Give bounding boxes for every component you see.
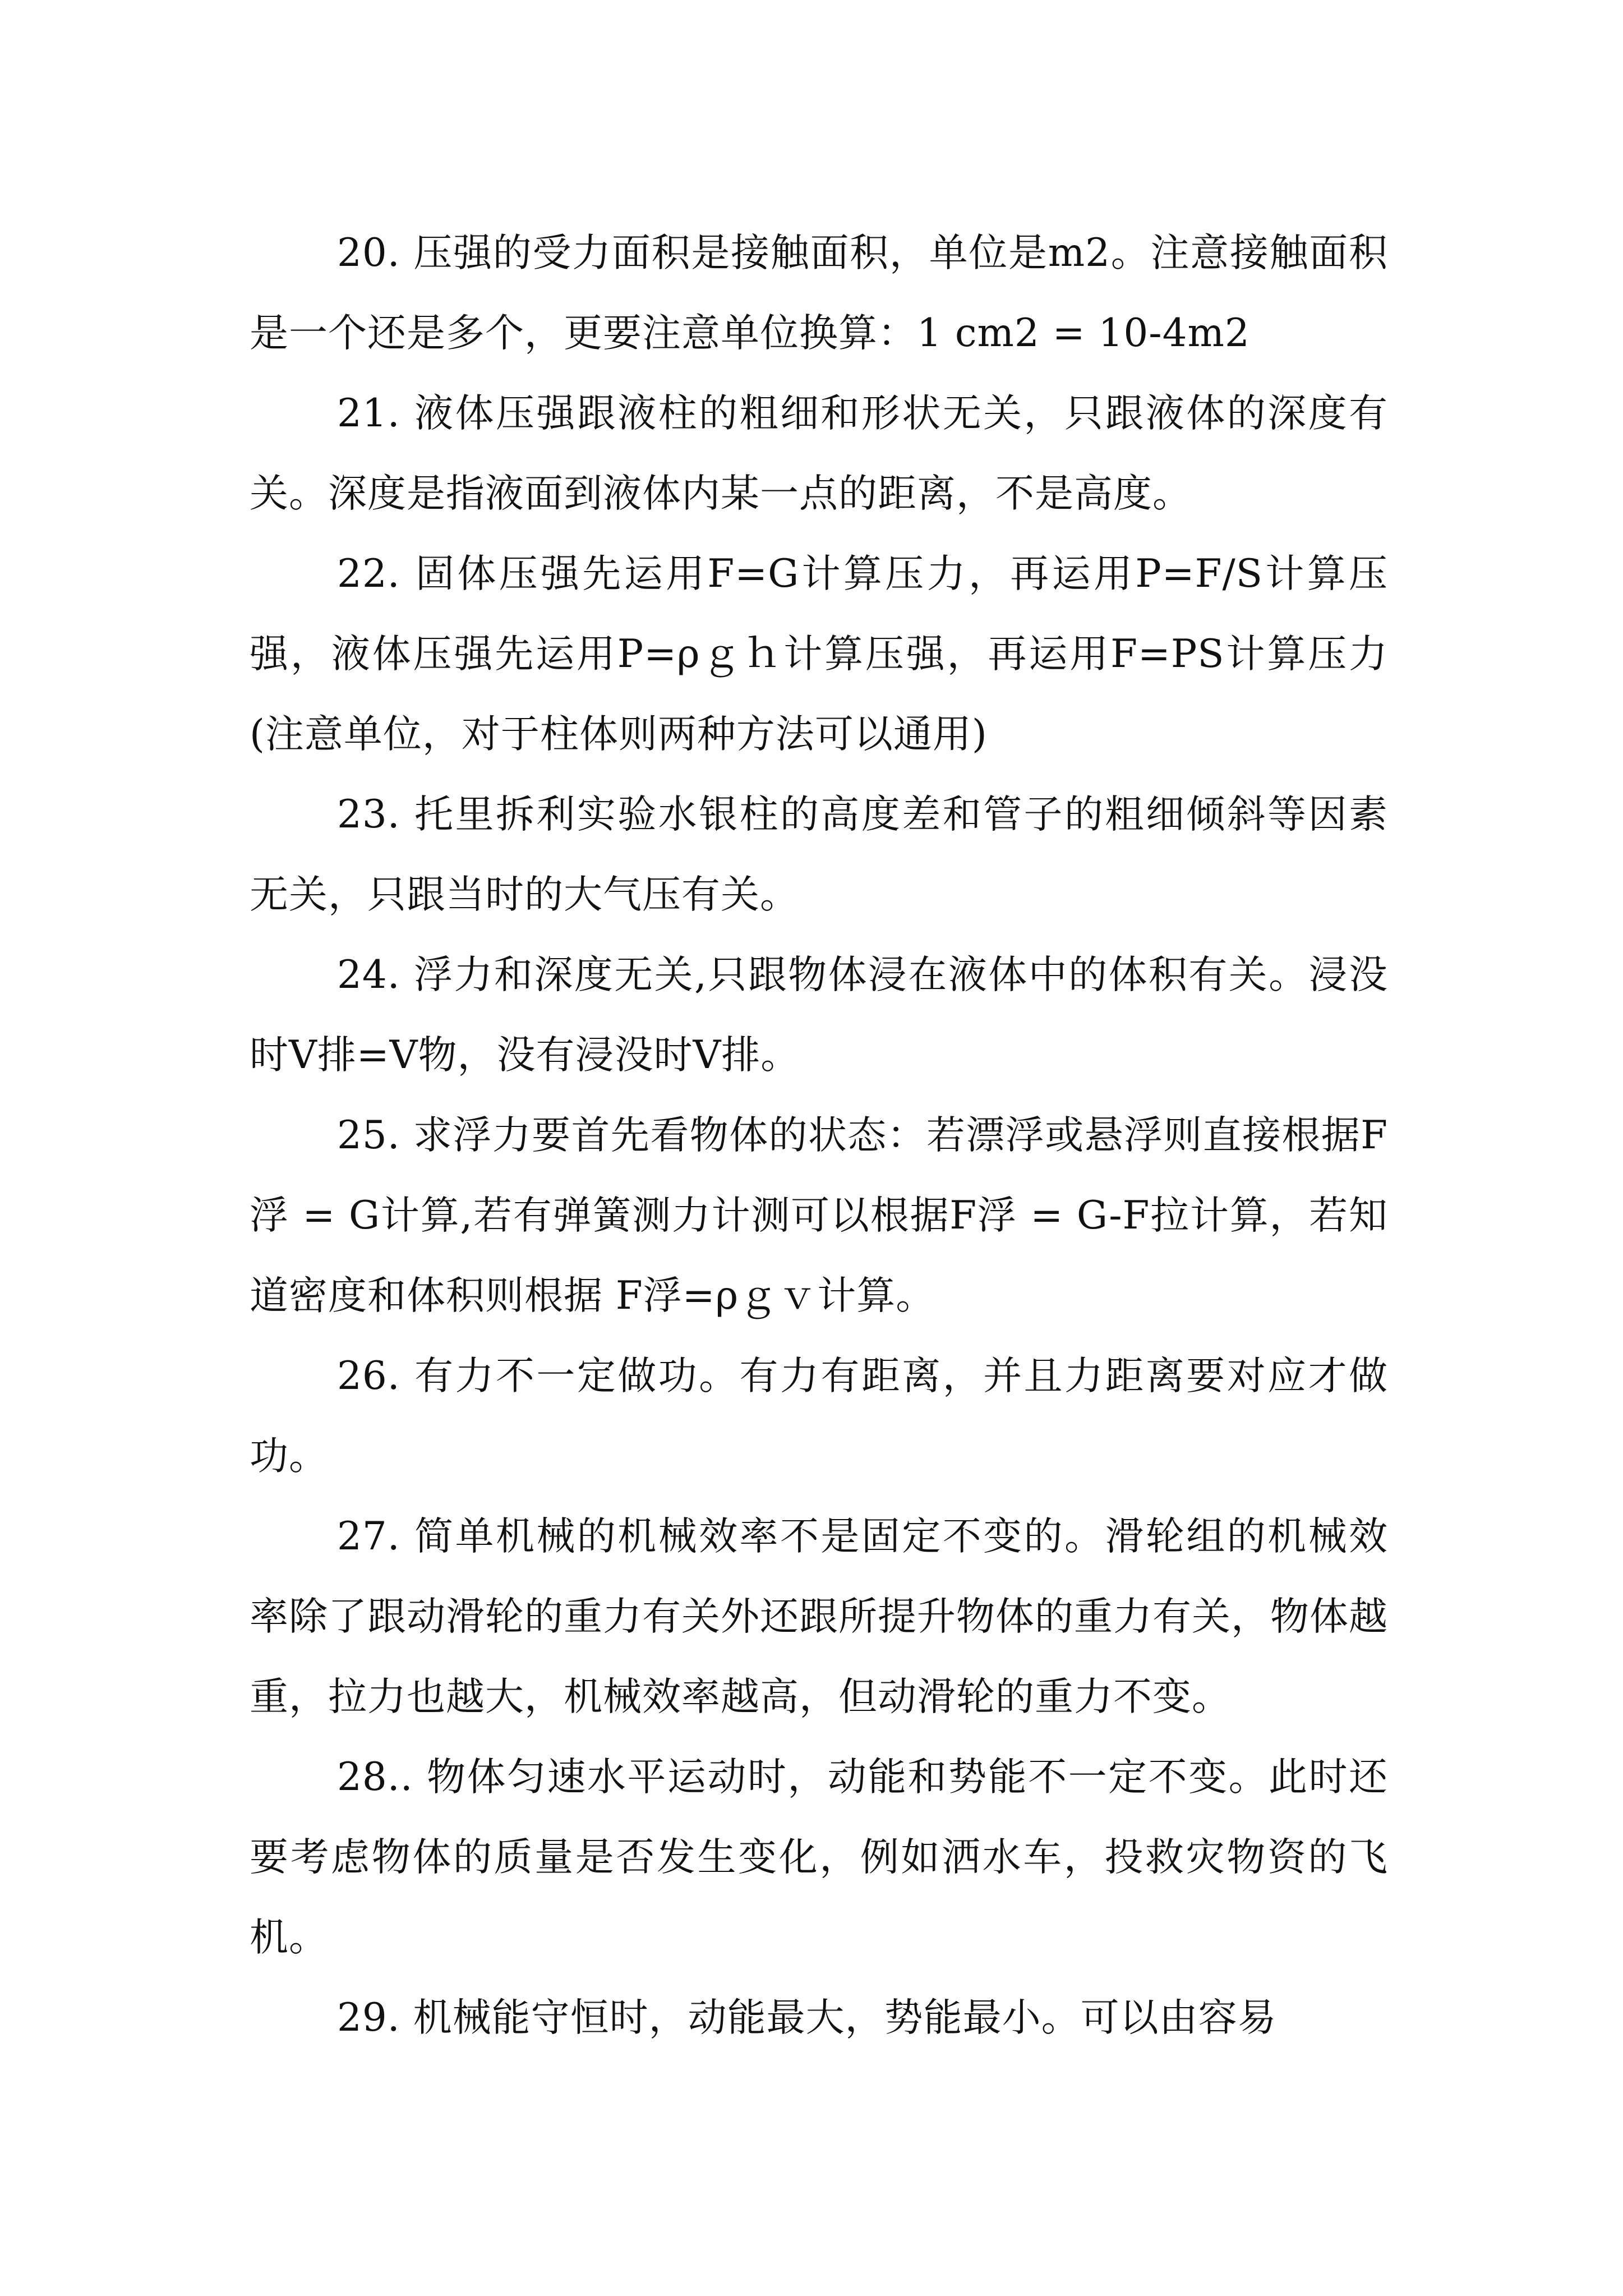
paragraph-21: 21. 液体压强跟液柱的粗细和形状无关，只跟液体的深度有关。深度是指液面到液体内某一点的距离，不是高度。 (250, 391, 1388, 516)
paragraph-24: 24. 浮力和深度无关,只跟物体浸在液体中的体积有关。浸没时V排=V物，没有浸没时V排。 (250, 953, 1388, 1078)
paragraph-25: 25. 求浮力要首先看物体的状态：若漂浮或悬浮则直接根据F浮 = G计算,若有弹簧测力计测可以根据F浮 = G-F拉计算，若知道密度和体积则根据 F浮=ρｇｖ计算。 (250, 1113, 1388, 1318)
paragraph-23: 23. 托里拆利实验水银柱的高度差和管子的粗细倾斜等因素无关，只跟当时的大气压有关。 (250, 792, 1388, 917)
paragraph-28: 28.. 物体匀速水平运动时，动能和势能不一定不变。此时还要考虑物体的质量是否发生变化，例如洒水车，投救灾物资的飞机。 (250, 1755, 1388, 1960)
paragraph-22: 22. 固体压强先运用F=G计算压力，再运用P=F/S计算压强，液体压强先运用P=ρｇｈ计算压强，再运用F=PS计算压力(注意单位，对于柱体则两种方法可以通用) (250, 551, 1388, 757)
paragraph-27: 27. 简单机械的机械效率不是固定不变的。滑轮组的机械效率除了跟动滑轮的重力有关外还跟所提升物体的重力有关，物体越重，拉力也越大，机械效率越高，但动滑轮的重力不变。 (250, 1514, 1388, 1719)
paragraph-29: 29. 机械能守恒时，动能最大，势能最小。可以由容易 (337, 1995, 1277, 2040)
document-body (250, 213, 1388, 2058)
paragraph-26: 26. 有力不一定做功。有力有距离，并且力距离要对应才做功。 (250, 1354, 1388, 1479)
paragraph-20: 20. 压强的受力面积是接触面积，单位是m2。注意接触面积是一个还是多个，更要注意单位换算：1 cm2 = 10-4m2 (250, 231, 1388, 356)
